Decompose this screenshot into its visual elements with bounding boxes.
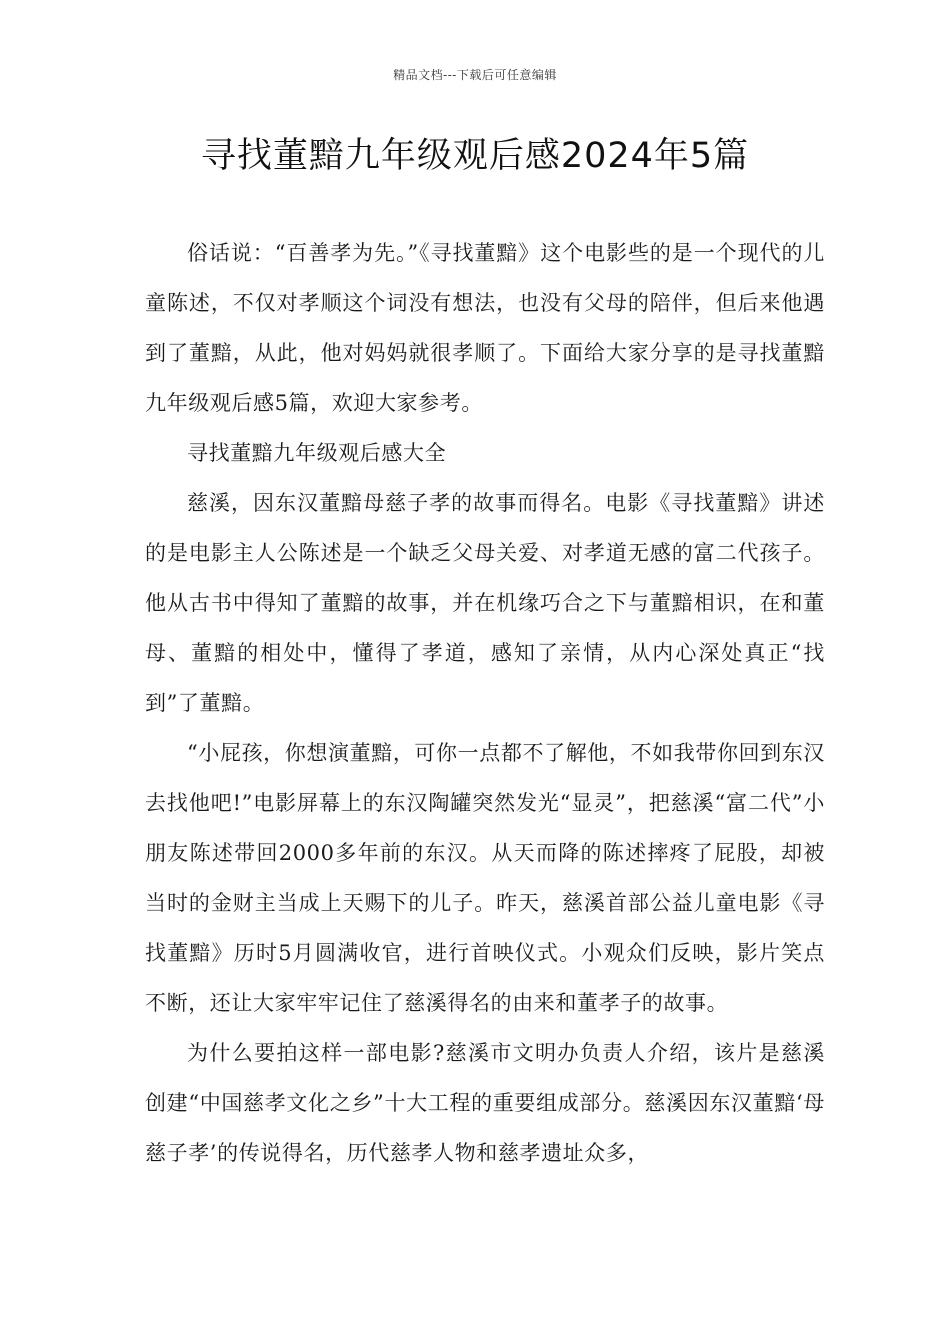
document-title: 寻找董黯九年级观后感2024年5篇 xyxy=(200,136,750,176)
paragraph-cixi-origin: 慈溪，因东汉董黯母慈子孝的故事而得名。电影《寻找董黯》讲述的是电影主人公陈述是一个缺乏父母关爱、对孝道无感的富二代孩子。他从古书中得知了董黯的故事，并在机缘巧合之下与董黯相识，在和董母、董黯的相处中，懂得了孝道，感知了亲情，从内心深处真正“找到”了董黯。 xyxy=(145,491,825,715)
paragraph-intro: 俗话说：“百善孝为先。”《寻找董黯》这个电影些的是一个现代的儿童陈述，不仅对孝顺这个词没有想法，也没有父母的陪伴，但后来他遇到了董黯，从此，他对妈妈就很孝顺了。下面给大家分享的是寻找董黯九年级观后感5篇，欢迎大家参考。 xyxy=(145,241,825,415)
section-heading: 寻找董黯九年级观后感大全 xyxy=(187,441,447,465)
header-note: 精品文档---下载后可任意编辑 xyxy=(393,68,557,82)
paragraph-film-purpose: 为什么要拍这样一部电影?慈溪市文明办负责人介绍，该片是慈溪创建“中国慈孝文化之乡”十大工程的重要组成部分。慈溪因东汉董黯‘母慈子孝’的传说得名，历代慈孝人物和慈孝遗址众多， xyxy=(145,1041,825,1165)
paragraph-film-story: “小屁孩，你想演董黯，可你一点都不了解他，不如我带你回到东汉去找他吧!”电影屏幕上的东汉陶罐突然发光“显灵”，把慈溪“富二代”小朋友陈述带回2000多年前的东汉。从天而降的陈述摔疼了屁股，却被当时的金财主当成上天赐下的儿子。昨天，慈溪首部公益儿童电影《寻找董黯》历时5月圆满收官，进行首映仪式。小观众们反映，影片笑点不断，还让大家牢牢记住了慈溪得名的由来和董孝子的故事。 xyxy=(145,741,825,1015)
document-body xyxy=(145,228,825,1178)
